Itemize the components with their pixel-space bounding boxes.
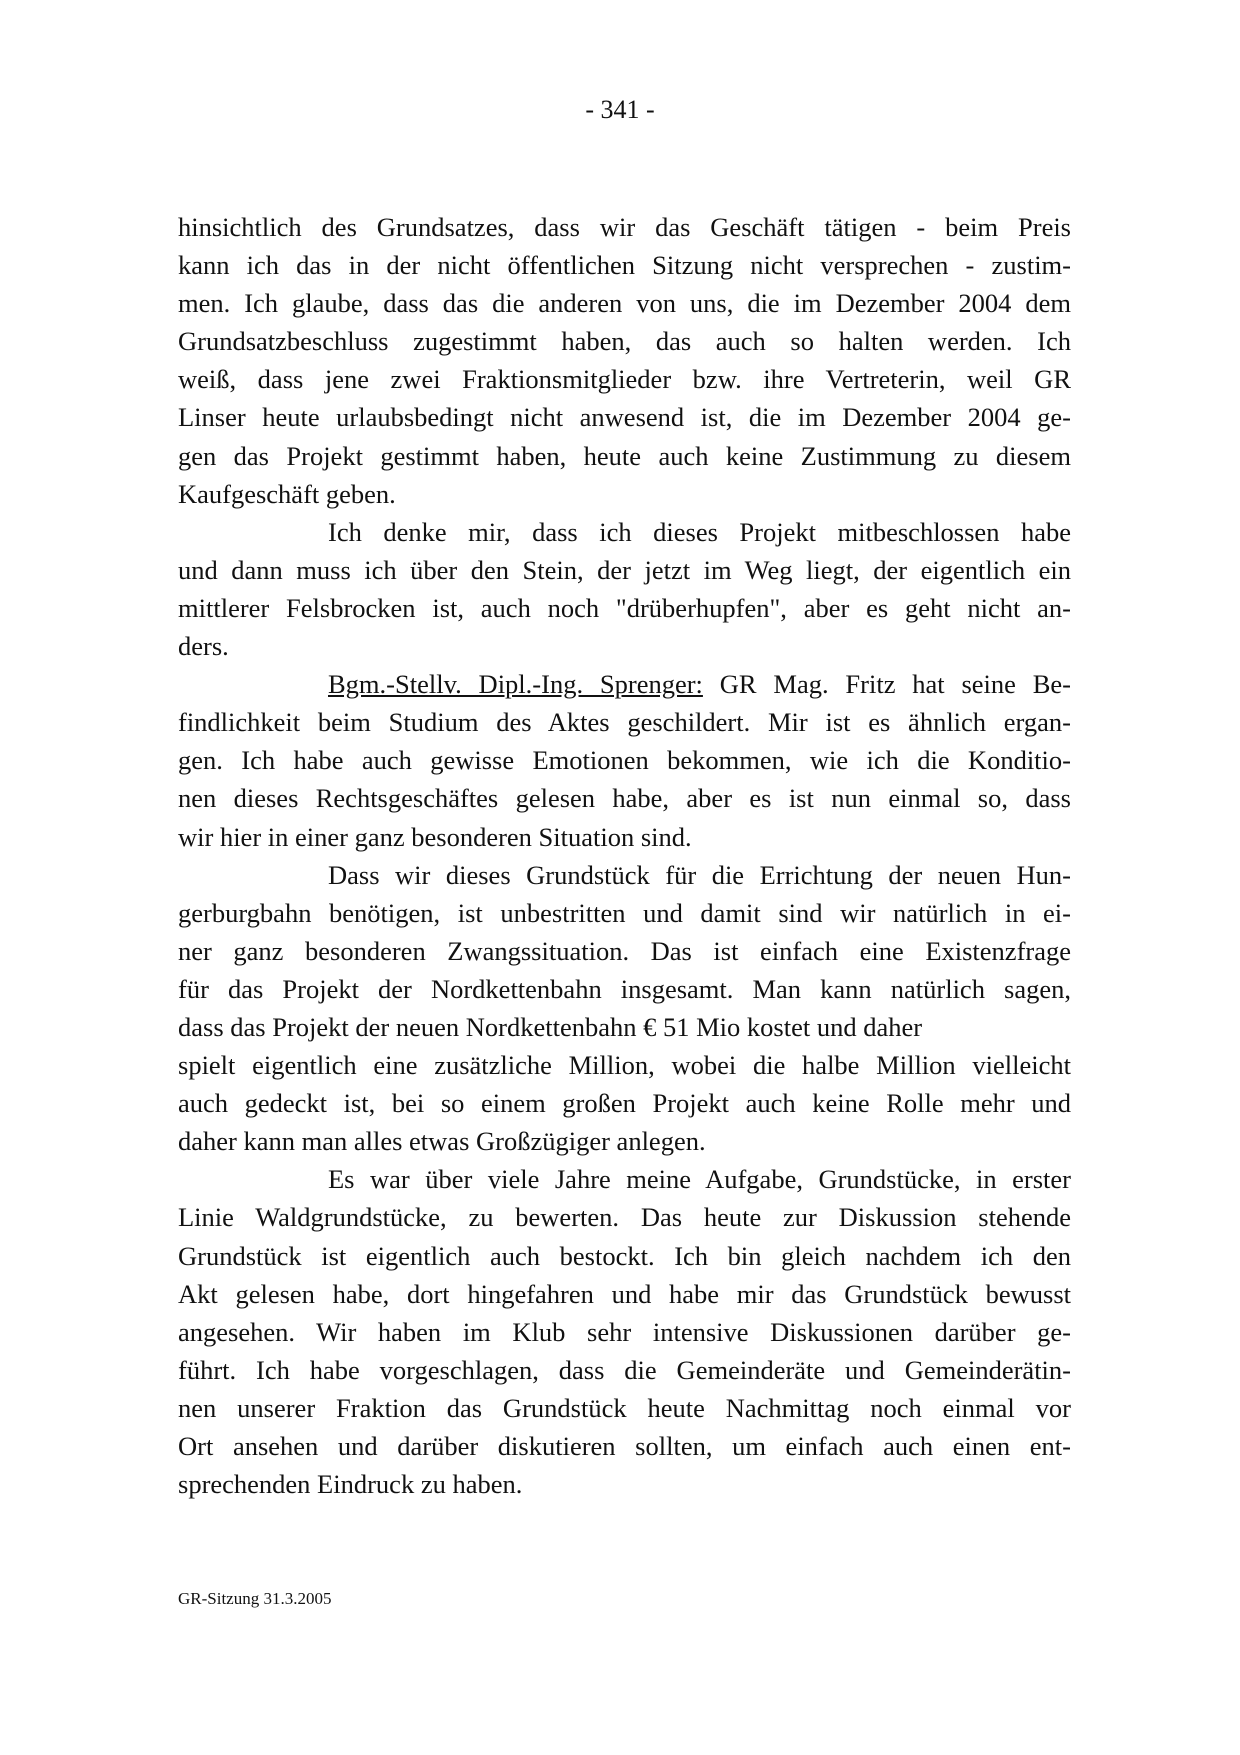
text-line <box>178 1160 1071 1198</box>
line-text: Linser heute urlaubsbedingt nicht anwesend ist, die im Dezember 2004 ge- <box>178 402 1071 433</box>
speaker-name: Bgm.-Stellv. Dipl.-Ing. Sprenger: <box>328 669 703 700</box>
text-line <box>178 1389 1071 1427</box>
line-text: Akt gelesen habe, dort hingefahren und habe mir das Grundstück bewusst <box>178 1278 1071 1309</box>
line-text: weiß, dass jene zwei Fraktionsmitglieder bzw. ihre Vertreterin, weil GR <box>178 364 1071 395</box>
text-line <box>178 741 1071 779</box>
line-text: ner ganz besonderen Zwangssituation. Das ist einfach eine Existenzfrage <box>178 935 1071 966</box>
text-line <box>178 1198 1071 1236</box>
line-text: gen. Ich habe auch gewisse Emotionen bekommen, wie ich die Konditio- <box>178 745 1071 776</box>
line-text: spielt eigentlich eine zusätzliche Million, wobei die halbe Million vielleicht <box>178 1050 1071 1081</box>
line-text: angesehen. Wir haben im Klub sehr intensive Diskussionen darüber ge- <box>178 1316 1071 1347</box>
text-line <box>178 1237 1071 1275</box>
line-text: wir hier in einer ganz besonderen Situation sind. <box>178 821 692 852</box>
line-text: und dann muss ich über den Stein, der jetzt im Weg liegt, der eigentlich ein <box>178 554 1071 585</box>
line-text: führt. Ich habe vorgeschlagen, dass die Gemeinderäte und Gemeinderätin- <box>178 1354 1071 1385</box>
text-line <box>178 932 1071 970</box>
line-text: daher kann man alles etwas Großzügiger anlegen. <box>178 1126 706 1157</box>
text-line <box>178 779 1071 817</box>
line-text: ders. <box>178 631 229 662</box>
text-line <box>178 589 1071 627</box>
line-text: GR Mag. Fritz hat seine Be- <box>702 669 1072 700</box>
line-text: Grundstück ist eigentlich auch bestockt. Ich bin gleich nachdem ich den <box>178 1240 1071 1271</box>
text-line <box>178 513 1071 551</box>
line-text: gen das Projekt gestimmt haben, heute auch keine Zustimmung zu diesem <box>178 440 1071 471</box>
line-text: hinsichtlich des Grundsatzes, dass wir das Geschäft tätigen - beim Preis <box>178 212 1071 242</box>
text-line <box>178 284 1071 322</box>
text-line <box>178 1046 1071 1084</box>
line-text: für das Projekt der Nordkettenbahn insgesamt. Man kann natürlich sagen, <box>178 973 1071 1004</box>
text-line <box>178 208 1071 246</box>
text-line <box>178 970 1071 1008</box>
line-text: sprechenden Eindruck zu haben. <box>178 1469 523 1500</box>
text-line <box>178 360 1071 398</box>
text-line <box>178 1427 1071 1465</box>
page-number: - 341 - <box>585 95 655 124</box>
line-text: nen unserer Fraktion das Grundstück heute Nachmittag noch einmal vor <box>178 1392 1071 1423</box>
line-text: auch gedeckt ist, bei so einem großen Projekt auch keine Rolle mehr und <box>178 1088 1071 1119</box>
line-text: Grundsatzbeschluss zugestimmt haben, das auch so halten werden. Ich <box>178 326 1071 357</box>
line-text: Dass wir dieses Grundstück für die Errichtung der neuen Hun- <box>328 859 1071 890</box>
line-text: kann ich das in der nicht öffentlichen Sitzung nicht versprechen - zustim- <box>178 250 1071 281</box>
text-line <box>178 818 1071 856</box>
text-line <box>178 475 1071 513</box>
line-text: Ich denke mir, dass ich dieses Projekt mitbeschlossen habe <box>328 516 1071 547</box>
line-text: nen dieses Rechtsgeschäftes gelesen habe, aber es ist nun einmal so, dass <box>178 783 1071 814</box>
line-text: Linie Waldgrundstücke, zu bewerten. Das heute zur Diskussion stehende <box>178 1202 1071 1233</box>
text-line <box>178 322 1071 360</box>
line-text: findlichkeit beim Studium des Aktes geschildert. Mir ist es ähnlich ergan- <box>178 707 1071 738</box>
line-text: dass das Projekt der neuen Nordkettenbahn € 51 Mio kostet und daher <box>178 1011 923 1042</box>
footer-session-date: GR-Sitzung 31.3.2005 <box>178 1589 332 1608</box>
text-line <box>178 665 1071 703</box>
text-line <box>178 703 1071 741</box>
text-line <box>178 437 1071 475</box>
line-text: men. Ich glaube, dass das die anderen von uns, die im Dezember 2004 dem <box>178 288 1071 319</box>
text-line <box>178 398 1071 436</box>
text-line <box>178 856 1071 894</box>
text-line <box>178 1465 1071 1503</box>
line-text: Kaufgeschäft geben. <box>178 478 396 509</box>
text-line <box>178 1351 1071 1389</box>
text-line <box>178 551 1071 589</box>
text-line <box>178 894 1071 932</box>
line-text: Ort ansehen und darüber diskutieren sollten, um einfach auch einen ent- <box>178 1431 1071 1461</box>
text-line <box>178 246 1071 284</box>
body-text <box>178 208 1071 1503</box>
text-line <box>178 627 1071 665</box>
line-text: Es war über viele Jahre meine Aufgabe, Grundstücke, in erster <box>328 1164 1071 1195</box>
text-line <box>178 1313 1071 1351</box>
text-line <box>178 1008 1071 1046</box>
text-line <box>178 1084 1071 1122</box>
line-text: mittlerer Felsbrocken ist, auch noch "drüberhupfen", aber es geht nicht an- <box>178 592 1071 623</box>
line-text: gerburgbahn benötigen, ist unbestritten und damit sind wir natürlich in ei- <box>178 897 1071 928</box>
text-line <box>178 1122 1071 1160</box>
text-line <box>178 1275 1071 1313</box>
